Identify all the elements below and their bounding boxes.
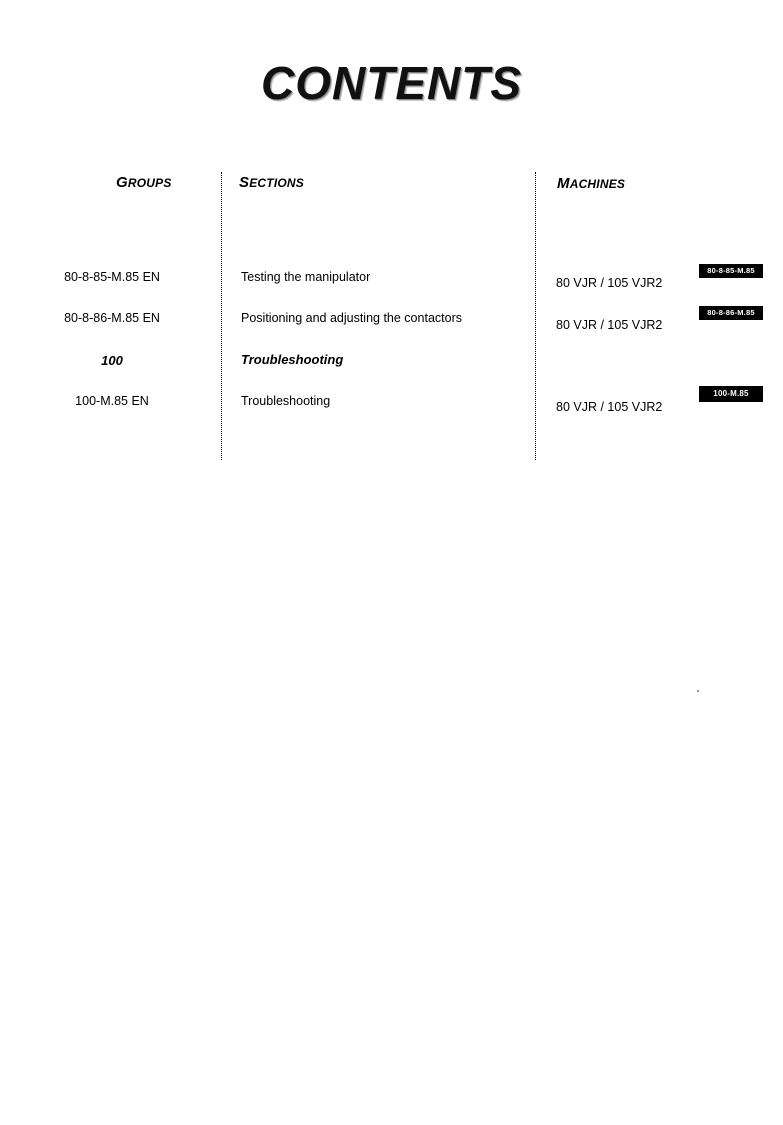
- column-header-machines-rest: ACHINES: [569, 177, 626, 191]
- table-row-group-code: 100: [101, 353, 123, 368]
- column-header-groups: [116, 174, 172, 191]
- table-row-section-title: Troubleshooting: [241, 394, 331, 408]
- table-row-group-code: 80-8-86-M.85 EN: [64, 311, 160, 325]
- table-row-section-title: Troubleshooting: [241, 352, 344, 367]
- page-title: CONTENTS: [261, 57, 522, 109]
- table-row-machine-model: 80 VJR / 105 VJR2: [556, 400, 663, 414]
- column-header-groups-rest: ROUPS: [127, 176, 172, 190]
- table-row-section-title: Testing the manipulator: [241, 270, 371, 284]
- column-divider-left: [221, 172, 222, 460]
- table-row-section-title: Positioning and adjusting the contactors: [241, 311, 462, 325]
- column-header-sections-initial: S: [239, 174, 250, 191]
- column-header-groups-initial: G: [116, 174, 128, 191]
- table-row-group-code: 80-8-85-M.85 EN: [64, 270, 160, 284]
- page-artifact: [697, 690, 699, 692]
- column-header-machines: [557, 175, 625, 192]
- tab-marker: 80-8-85-M.85: [699, 264, 763, 278]
- tab-marker: 100-M.85: [699, 386, 763, 402]
- column-divider-right: [535, 172, 536, 460]
- table-row-machine-model: 80 VJR / 105 VJR2: [556, 276, 663, 290]
- column-header-machines-initial: M: [557, 175, 570, 192]
- column-header-sections: [239, 174, 304, 191]
- tab-marker: 80-8-86-M.85: [699, 306, 763, 320]
- column-header-sections-rest: ECTIONS: [249, 176, 304, 190]
- table-row-group-code: 100-M.85 EN: [75, 394, 149, 408]
- table-row-machine-model: 80 VJR / 105 VJR2: [556, 318, 663, 332]
